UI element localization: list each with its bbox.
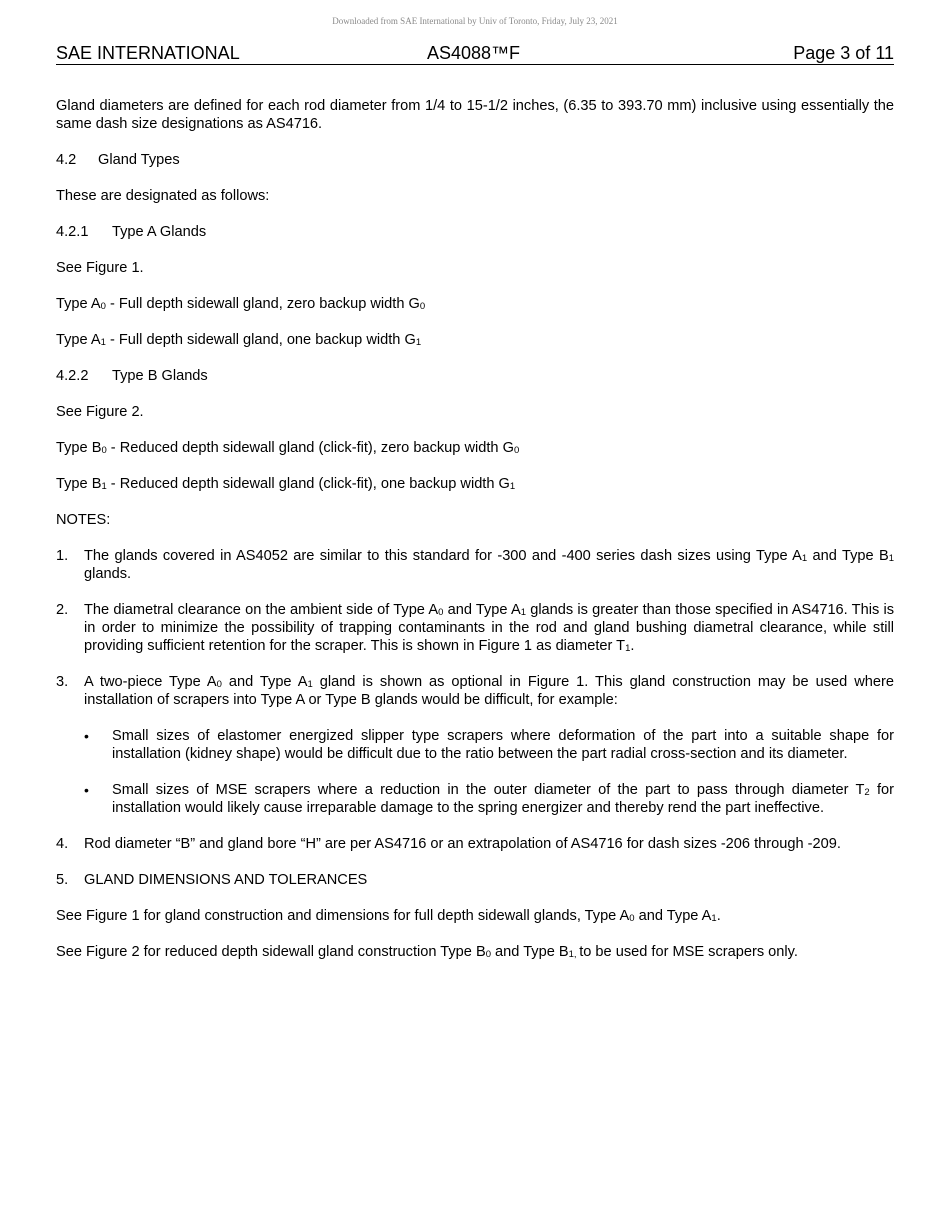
bullet-item-2	[84, 781, 894, 817]
bullet-marker: •	[84, 728, 89, 744]
note-1	[56, 547, 894, 583]
notes-label: NOTES:	[56, 512, 111, 528]
type-b1-line: Type $B_1$ - Reduced depth sidewall gland (click-fit), one backup width $G_1$	[56, 476, 516, 492]
section-number: 5.	[56, 872, 69, 888]
bullet-text: Small sizes of MSE scrapers where a reduction in the outer diameter of the part to pass through diameter $T_2$ for installation would likely cause irreparable damage to the spring energizer and thereby rend the part ineffective.	[112, 782, 894, 816]
header-doc-id: AS4088™F	[427, 43, 521, 63]
section-title: Gland Types	[98, 152, 180, 168]
bullet-marker: •	[84, 782, 89, 798]
note-number: 2.	[56, 602, 69, 618]
section-5-heading	[56, 871, 894, 889]
note-number: 1.	[56, 548, 69, 564]
section-title: GLAND DIMENSIONS AND TOLERANCES	[84, 872, 368, 888]
type-b0-line: Type $B_0$ - Reduced depth sidewall gland (click-fit), zero backup width $G_0$	[56, 440, 520, 456]
section-4-2-1-heading	[56, 223, 894, 241]
intro-paragraph: Gland diameters are defined for each rod diameter from 1/4 to 15-1/2 inches, (6.35 to 393.70 mm) inclusive using essentially the same dash size designations as AS4716.	[56, 98, 894, 132]
figure-1-reference: See Figure 1 for gland construction and dimensions for full depth sidewall glands, Type $A_0$ and Type $A_1$.	[56, 908, 721, 924]
section-4-2-2-heading	[56, 367, 894, 385]
note-2	[56, 601, 894, 655]
type-a0-line: Type $A_0$ - Full depth sidewall gland, zero backup width $G_0$	[56, 296, 426, 312]
see-figure-2: See Figure 2.	[56, 404, 144, 420]
header-page-number: Page 3 of 11	[793, 43, 894, 63]
document-body	[56, 97, 894, 979]
type-a1-line: Type $A_1$ - Full depth sidewall gland, one backup width $G_1$	[56, 332, 422, 348]
section-number: 4.2	[56, 152, 77, 168]
note-4	[56, 835, 894, 853]
section-number: 4.2.1	[56, 224, 89, 240]
designated-text: These are designated as follows:	[56, 188, 270, 204]
page-header	[56, 43, 894, 65]
bullet-text: Small sizes of elastomer energized slipper type scrapers where deformation of the part into a suitable shape for installation (kidney shape) would be difficult due to the ratio between the part radial cross-section and its diameter.	[112, 728, 894, 762]
section-number: 4.2.2	[56, 368, 89, 384]
section-title: Type B Glands	[112, 368, 208, 384]
note-text: A two-piece Type $A_0$ and Type $A_1$ gland is shown as optional in Figure 1. This gland construction may be used where installation of scrapers into Type A or Type B glands would be difficult, for example:	[84, 674, 894, 708]
note-text: The diametral clearance on the ambient side of Type $A_0$ and Type $A_1$ glands is greater than those specified in AS4716. This is in order to minimize the possibility of trapping contaminants in the rod and gland bushing diametral clearance, while still providing sufficient retention for the scraper. This is shown in Figure 1 as diameter $T_1$.	[84, 602, 895, 654]
note-text: The glands covered in AS4052 are similar to this standard for -300 and -400 series dash sizes using Type $A_1$ and Type $B_1$ glands.	[84, 548, 894, 582]
download-watermark: Downloaded from SAE International by Univ of Toronto, Friday, July 23, 2021	[332, 16, 618, 26]
note-3	[56, 673, 894, 709]
section-4-2-heading	[56, 151, 894, 169]
bullet-item-1	[84, 727, 894, 763]
figure-2-reference: See Figure 2 for reduced depth sidewall gland construction Type $B_0$ and Type $B_{1,}$ to be used for MSE scrapers only.	[56, 944, 798, 960]
note-text: Rod diameter “B” and gland bore “H” are per AS4716 or an extrapolation of AS4716 for dash sizes -206 through -209.	[84, 836, 841, 852]
header-org: SAE INTERNATIONAL	[56, 43, 240, 63]
note-number: 3.	[56, 674, 69, 690]
note-number: 4.	[56, 836, 69, 852]
section-title: Type A Glands	[112, 224, 207, 240]
see-figure-1: See Figure 1.	[56, 260, 144, 276]
